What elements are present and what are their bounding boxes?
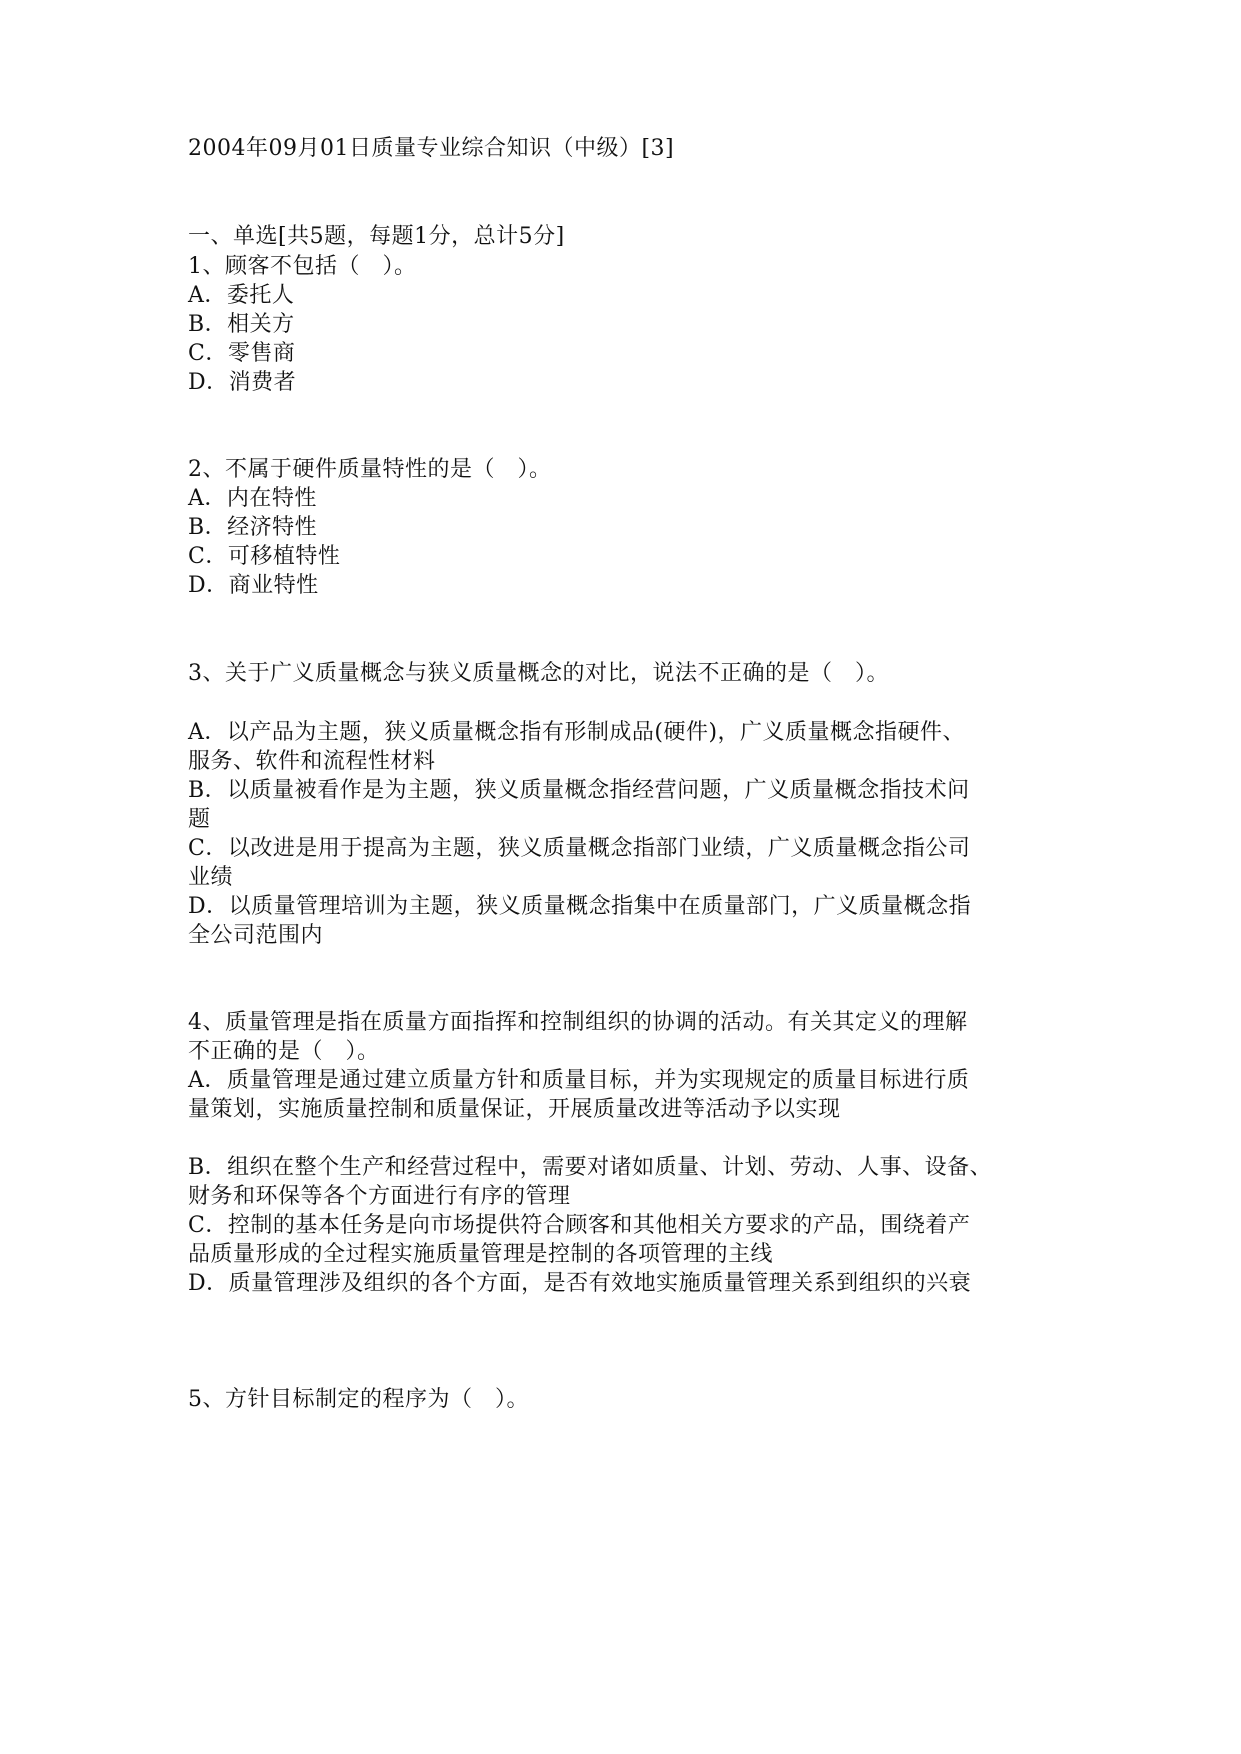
question-5-stem: 5、方针目标制定的程序为（ ）。 [188, 1387, 529, 1412]
question-4-stem-line1: 4、质量管理是指在质量方面指挥和控制组织的协调的活动。有关其定义的理解 [188, 1010, 968, 1035]
question-4-option-a-line2: 量策划，实施质量控制和质量保证，开展质量改进等活动予以实现 [188, 1097, 841, 1122]
document-title: 2004年09月01日质量专业综合知识（中级）[3] [188, 136, 675, 161]
question-4-stem-line2: 不正确的是（ ）。 [188, 1039, 380, 1064]
question-3-option-b-line2: 题 [188, 807, 211, 832]
question-1-option-d: D．消费者 [188, 370, 297, 395]
question-3-option-a-line1: A．以产品为主题，狭义质量概念指有形制成品(硬件)，广义质量概念指硬件、 [188, 720, 966, 745]
question-2-option-d: D．商业特性 [188, 573, 319, 598]
question-4-option-b-line2: 财务和环保等各个方面进行有序的管理 [188, 1184, 571, 1209]
question-3-option-d-line1: D．以质量管理培训为主题，狭义质量概念指集中在质量部门，广义质量概念指 [188, 894, 972, 919]
question-3-option-d-line2: 全公司范围内 [188, 923, 324, 948]
question-3-stem: 3、关于广义质量概念与狭义质量概念的对比，说法不正确的是（ ）。 [188, 661, 889, 686]
question-4-option-d-line1: D．质量管理涉及组织的各个方面，是否有效地实施质量管理关系到组织的兴衰 [188, 1271, 972, 1296]
question-2-stem: 2、不属于硬件质量特性的是（ ）。 [188, 457, 552, 482]
question-2-option-a: A．内在特性 [188, 486, 317, 511]
section-heading: 一、单选[共5题，每题1分，总计5分] [188, 224, 565, 249]
question-3-option-c-line1: C．以改进是用于提高为主题，狭义质量概念指部门业绩，广义质量概念指公司 [188, 836, 971, 861]
question-2-option-c: C．可移植特性 [188, 544, 341, 569]
question-1-option-a: A．委托人 [188, 283, 295, 308]
question-3-option-b-line1: B．以质量被看作是为主题，狭义质量概念指经营问题，广义质量概念指技术问 [188, 778, 970, 803]
question-3-option-c-line2: 业绩 [188, 865, 234, 890]
question-1-option-b: B．相关方 [188, 312, 295, 337]
question-4-option-c-line1: C．控制的基本任务是向市场提供符合顾客和其他相关方要求的产品，围绕着产 [188, 1213, 971, 1238]
question-2-option-b: B．经济特性 [188, 515, 318, 540]
question-3-option-a-line2: 服务、软件和流程性材料 [188, 749, 436, 774]
question-4-option-a-line1: A．质量管理是通过建立质量方针和质量目标，并为实现规定的质量目标进行质 [188, 1068, 970, 1093]
question-4-option-c-line2: 品质量形成的全过程实施质量管理是控制的各项管理的主线 [188, 1242, 774, 1267]
question-4-option-b-line1: B．组织在整个生产和经营过程中，需要对诸如质量、计划、劳动、人事、设备、 [188, 1155, 993, 1180]
question-1-option-c: C．零售商 [188, 341, 296, 366]
question-1-stem: 1、顾客不包括（ ）。 [188, 254, 417, 279]
